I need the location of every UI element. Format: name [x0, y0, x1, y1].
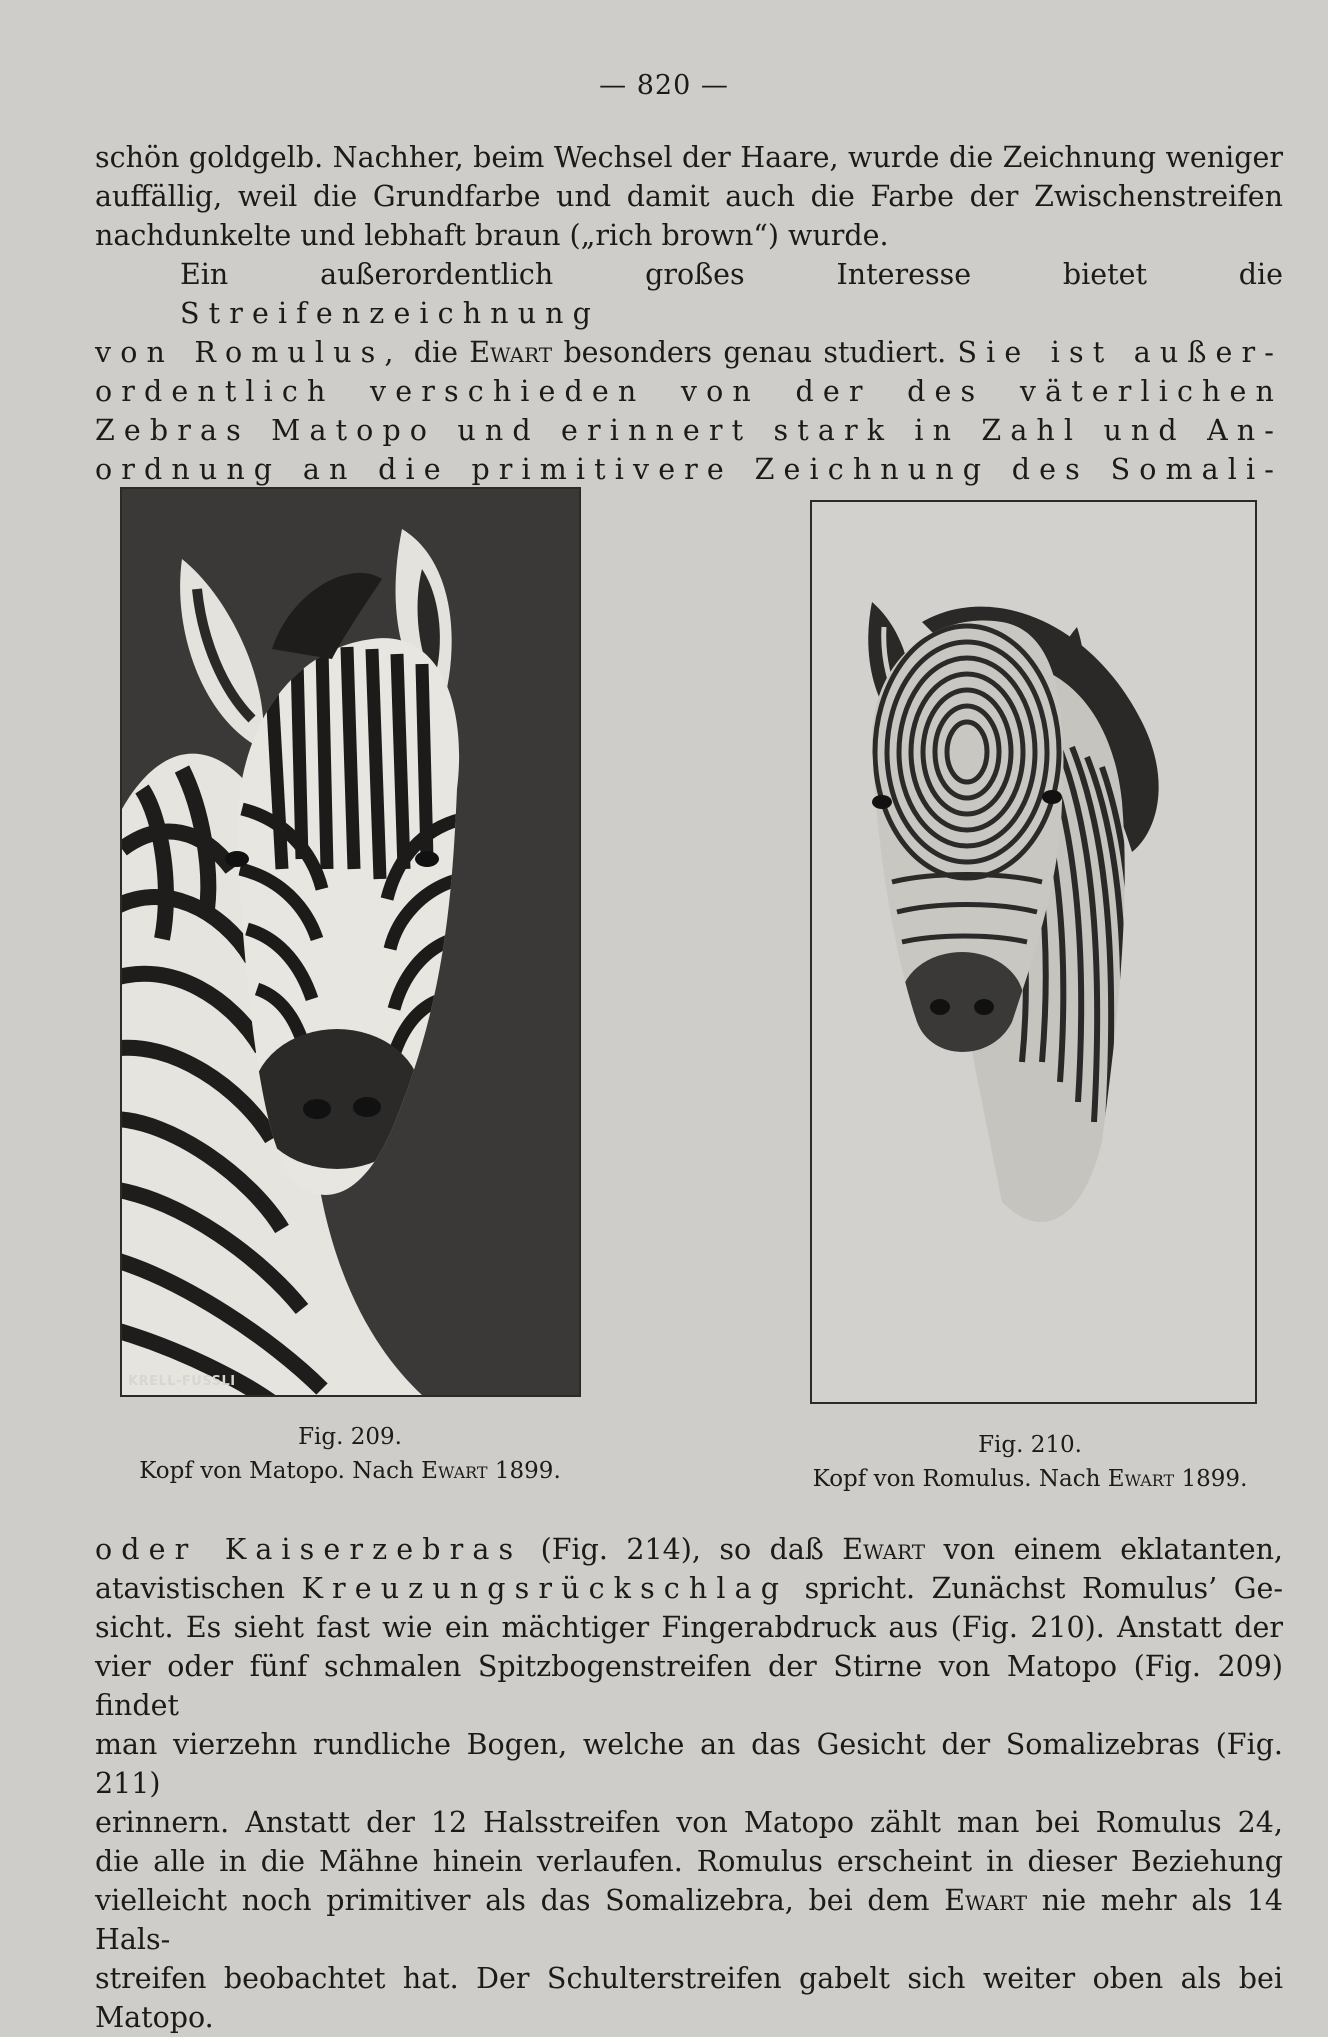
text-run: vielleicht noch primitiver als das Somalizebra, bei dem — [95, 1884, 945, 1917]
spaced-emphasis: Sie ist außer- — [957, 336, 1283, 369]
caption-text: Kopf von Matopo. Nach — [139, 1458, 422, 1484]
text-line: ordnung an die primitivere Zeichnung des Somali- — [95, 453, 1283, 486]
text-line: vier oder fünf schmalen Spitzbogenstreifen der Stirne von Matopo (Fig. 209) findet — [95, 1650, 1283, 1722]
text-line: streifen beobachtet hat. Der Schulterstreifen gabelt sich weiter oben als bei Matopo. — [95, 1962, 1283, 2034]
author-name: Ewart — [1107, 1466, 1175, 1492]
author-name: Ewart — [944, 1884, 1028, 1917]
figure-209-label: Fig. 209. — [298, 1424, 402, 1450]
text-line: man vierzehn rundliche Bogen, welche an das Gesicht der Somalizebras (Fig. 211) — [95, 1728, 1283, 1800]
paragraph-1 — [95, 138, 1283, 255]
figure-209-description — [90, 1454, 610, 1488]
text-line: erinnern. Anstatt der 12 Halsstreifen von Matopo zählt man bei Romulus 24, — [95, 1806, 1283, 1839]
figure-209-image — [120, 487, 581, 1397]
figure-210-caption — [770, 1428, 1290, 1496]
text-run: (Fig. 214), so daß — [522, 1533, 843, 1566]
spaced-emphasis: Streifenzeichnung — [180, 297, 601, 330]
text-line: die alle in die Mähne hinein verlaufen. Romulus erscheint in dieser Beziehung — [95, 1845, 1283, 1878]
text-run: besonders genau studiert. — [552, 336, 958, 369]
top-text-block — [95, 138, 1283, 489]
text-line: auffällig, weil die Grundfarbe und damit auch die Farbe der Zwischenstreifen — [95, 180, 1283, 213]
text-run: atavistischen — [95, 1572, 302, 1605]
bottom-text-block — [95, 1530, 1283, 2037]
spaced-emphasis: von Romulus, — [95, 336, 403, 369]
author-name: Ewart — [842, 1533, 926, 1566]
spaced-emphasis: Kreuzungsrückschlag — [301, 1572, 789, 1605]
author-name: Ewart — [421, 1458, 488, 1484]
caption-year: 1899. — [1174, 1466, 1248, 1492]
text-line: Zebras Matopo und erinnert stark in Zahl und An- — [95, 414, 1283, 447]
figure-209-caption — [90, 1420, 610, 1488]
caption-year: 1899. — [487, 1458, 561, 1484]
text-run: die — [402, 336, 470, 369]
text-line: schön goldgelb. Nachher, beim Wechsel der Haare, wurde die Zeichnung weniger — [95, 141, 1283, 174]
text-line: nachdunkelte und lebhaft braun („rich brown“) wurde. — [95, 219, 889, 252]
text-line — [95, 333, 1283, 372]
figure-210-image — [810, 500, 1257, 1404]
text-line — [95, 1881, 1283, 1959]
text-run: nie mehr als 14 Hals- — [95, 1884, 1283, 1956]
text-run: spricht. Zunächst Romulus’ Ge- — [788, 1572, 1283, 1605]
zebra-romulus-illustration — [812, 502, 1255, 1402]
text-line: sicht. Es sieht fast wie ein mächtiger Fingerabdruck aus (Fig. 210). Anstatt der — [95, 1611, 1283, 1644]
figure-210-description — [770, 1462, 1290, 1496]
paragraph-2 — [95, 255, 1283, 489]
caption-text: Kopf von Romulus. Nach — [812, 1466, 1108, 1492]
paragraph-3 — [95, 1530, 1283, 2037]
text-line — [95, 1530, 1283, 1569]
figure-210-label: Fig. 210. — [978, 1432, 1082, 1458]
text-line — [95, 1569, 1283, 1608]
spaced-emphasis: oder Kaiserzebras — [95, 1533, 523, 1566]
zebra-matopo-illustration — [122, 489, 579, 1395]
page-number: — 820 — — [599, 70, 729, 101]
text-line — [95, 255, 1283, 333]
text-run: Ein außerordentlich großes Interesse bietet die — [180, 258, 1283, 291]
author-name: Ewart — [469, 336, 553, 369]
text-run: von einem eklatanten, — [925, 1533, 1283, 1566]
artist-signature: KRELL-FUSSLI — [128, 1374, 236, 1389]
text-line: ordentlich verschieden von der des väterlichen — [95, 375, 1283, 408]
